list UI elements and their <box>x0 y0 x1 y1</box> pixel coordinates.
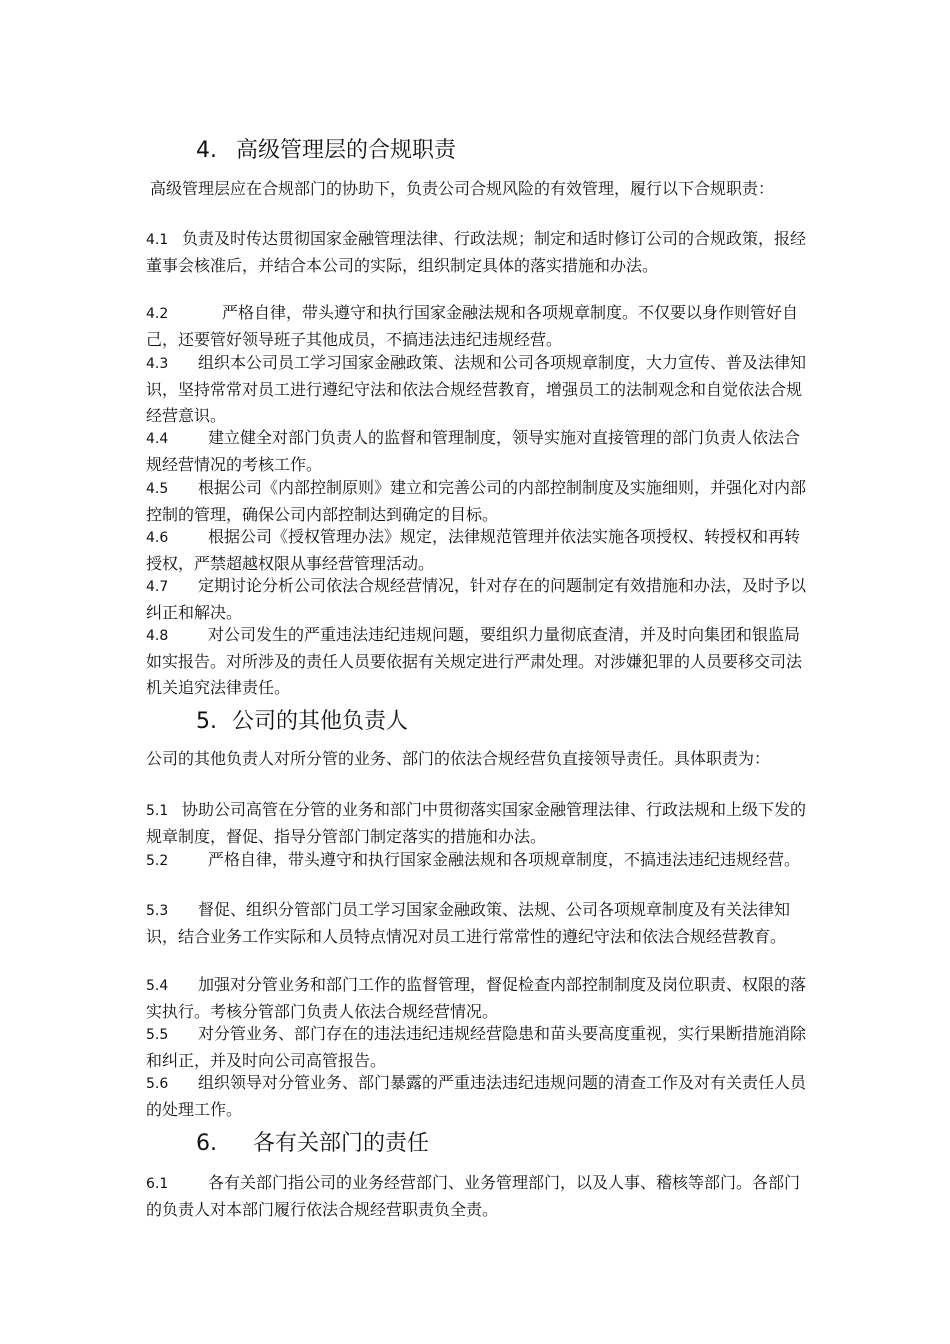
item-number: 4.2 <box>146 306 169 322</box>
list-item <box>146 573 814 626</box>
item-number: 5.1 <box>146 803 169 819</box>
item-text: 定期讨论分析公司依法合规经营情况，针对存在的问题制定有效措施和办法，及时予以纠正和解决。 <box>146 576 807 622</box>
list-item <box>146 475 814 528</box>
item-text: 协助公司高管在分管的业务和部门中贯彻落实国家金融管理法律、行政法规和上级下发的规章制度，督促、指导分管部门制定落实的措施和办法。 <box>146 800 807 846</box>
item-text: 严格自律，带头遵守和执行国家金融法规和各项规章制度。不仅要以身作则管好自己，还要管好领导班子其他成员，不搞违法违纪违规经营。 <box>146 303 799 349</box>
section-heading <box>196 136 456 166</box>
item-text: 建立健全对部门负责人的监督和管理制度，领导实施对直接管理的部门负责人依法合规经营情况的考核工作。 <box>146 428 801 474</box>
item-number: 4.8 <box>146 628 169 644</box>
list-item <box>146 797 814 850</box>
section-heading <box>196 707 408 737</box>
list-item <box>146 524 814 577</box>
list-item <box>146 972 814 1025</box>
item-number: 5.5 <box>146 1027 169 1043</box>
item-number: 4.6 <box>146 530 169 546</box>
list-item <box>146 622 814 701</box>
item-number: 4.5 <box>146 481 169 497</box>
intro-text: 高级管理层应在合规部门的协助下，负责公司合规风险的有效管理，履行以下合规职责： <box>150 179 775 198</box>
intro-text: 公司的其他负责人对所分管的业务、部门的依法合规经营负直接领导责任。具体职责为： <box>146 749 771 768</box>
item-text: 根据公司《内部控制原则》建立和完善公司的内部控制制度及实施细则，并强化对内部控制的管理，确保公司内部控制达到确定的目标。 <box>146 478 807 524</box>
item-text: 根据公司《授权管理办法》规定，法律规范管理并依法实施各项授权、转授权和再转授权，严禁超越权限从事经营管理活动。 <box>146 527 801 573</box>
item-text: 组织领导对分管业务、部门暴露的严重违法违纪违规问题的清查工作及对有关责任人员的处理工作。 <box>146 1073 807 1119</box>
section-heading <box>196 1129 429 1159</box>
list-item <box>146 847 814 874</box>
list-item <box>146 350 814 429</box>
section-title: 公司的其他负责人 <box>232 709 409 734</box>
section-title: 各有关部门的责任 <box>253 1131 430 1156</box>
item-text: 组织本公司员工学习国家金融政策、法规和公司各项规章制度，大力宣传、普及法律知识，坚持常常对员工进行遵纪守法和依法合规经营教育，增强员工的法制观念和自觉依法合规经营意识。 <box>146 353 807 425</box>
list-item <box>146 425 814 478</box>
list-item <box>146 1021 814 1074</box>
list-item <box>146 897 814 950</box>
item-number: 5.6 <box>146 1076 169 1092</box>
item-text: 督促、组织分管部门员工学习国家金融政策、法规、公司各项规章制度及有关法律知识，结合业务工作实际和人员特点情况对员工进行常常性的遵纪守法和依法合规经营教育。 <box>146 900 791 946</box>
item-text: 各有关部门指公司的业务经营部门、业务管理部门，以及人事、稽核等部门。各部门的负责人对本部门履行依法合规经营职责负全责。 <box>146 1173 801 1219</box>
item-number: 5.4 <box>146 978 169 994</box>
item-number: 4.1 <box>146 232 169 248</box>
item-number: 4.3 <box>146 356 169 372</box>
section-intro <box>146 176 814 202</box>
item-text: 对分管业务、部门存在的违法违纪违规经营隐患和苗头要高度重视，实行果断措施消除和纠正，并及时向公司高管报告。 <box>146 1024 807 1070</box>
item-number: 4.7 <box>146 579 169 595</box>
list-item <box>146 226 814 279</box>
section-intro <box>146 746 814 772</box>
section-number: 6. <box>196 1131 217 1156</box>
item-text: 负责及时传达贯彻国家金融管理法律、行政法规；制定和适时修订公司的合规政策，报经董事会核准后，并结合本公司的实际，组织制定具体的落实措施和办法。 <box>146 229 807 275</box>
list-item <box>146 1070 814 1123</box>
section-number: 4. <box>196 138 217 163</box>
section-number: 5. <box>196 709 217 734</box>
item-number: 4.4 <box>146 431 169 447</box>
item-text: 严格自律，带头遵守和执行国家金融法规和各项规章制度，不搞违法违纪违规经营。 <box>208 850 801 869</box>
section-title: 高级管理层的合规职责 <box>236 138 457 163</box>
item-text: 加强对分管业务和部门工作的监督管理，督促检查内部控制制度及岗位职责、权限的落实执行。考核分管部门负责人依法合规经营情况。 <box>146 975 807 1021</box>
list-item <box>146 1170 814 1223</box>
item-number: 6.1 <box>146 1176 169 1192</box>
item-text: 对公司发生的严重违法违纪违规问题，要组织力量彻底查清，并及时向集团和银监局如实报告。对所涉及的责任人员要依据有关规定进行严肃处理。对涉嫌犯罪的人员要移交司法机关追究法律责任。 <box>146 625 803 697</box>
item-number: 5.3 <box>146 903 169 919</box>
list-item <box>146 300 814 353</box>
item-number: 5.2 <box>146 853 169 869</box>
